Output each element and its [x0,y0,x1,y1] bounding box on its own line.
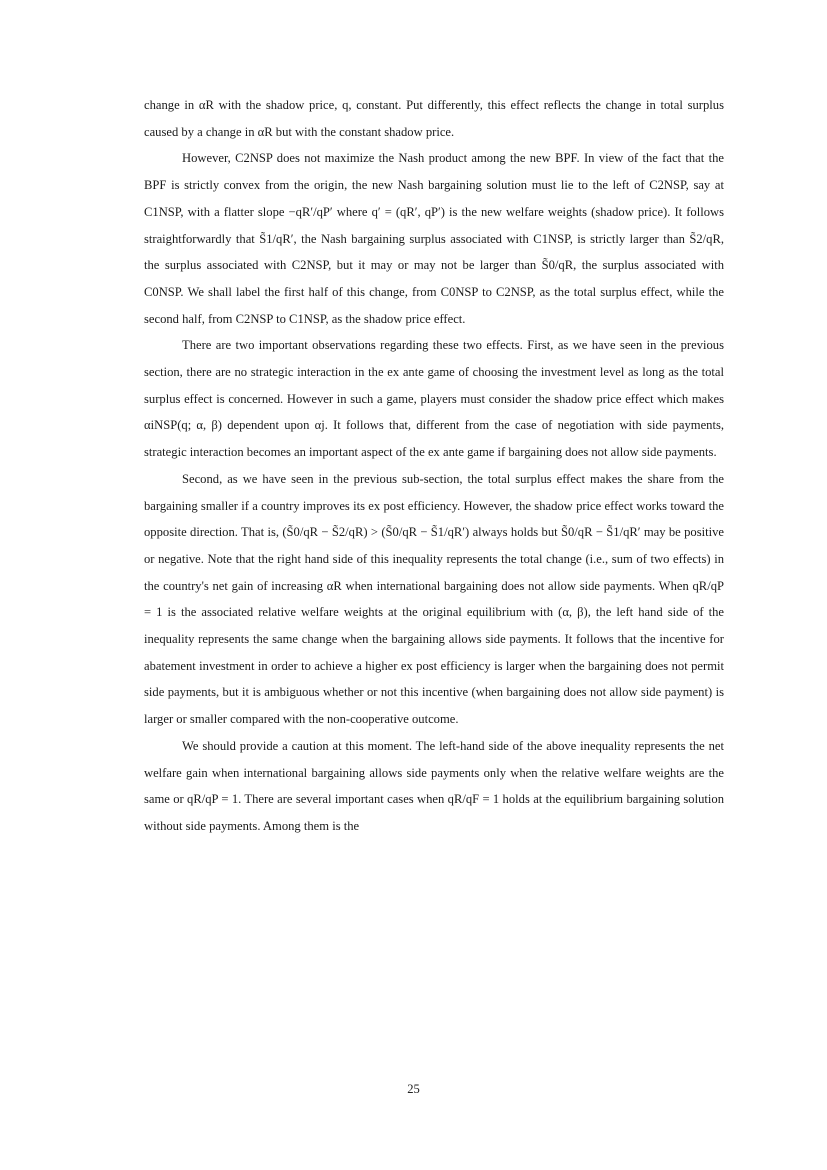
paragraph: However, C2NSP does not maximize the Nash product among the new BPF. In view of the fact that the BPF is strictly convex from the origin, the new Nash bargaining solution must lie to the left of C2NSP, say at C1NSP, with a flatter slope −qR′/qP′ where q′ = (qR′, qP′) is the new welfare weights (shadow price). It follows straightforwardly that S̃1/qR′, the Nash bargaining surplus associated with C1NSP, is strictly larger than S̃2/qR, the surplus associated with C2NSP, but it may or may not be larger than S̃0/qR, the surplus associated with C0NSP. We shall label the first half of this change, from C0NSP to C2NSP, as the total surplus effect, while the second half, from C2NSP to C1NSP, as the shadow price effect. [144,151,724,326]
paragraph: Second, as we have seen in the previous sub-section, the total surplus effect makes the share from the bargaining smaller if a country improves its ex post efficiency. However, the shadow price effect works toward the opposite direction. That is, (S̃0/qR − S̃2/qR) > (S̃0/qR − S̃1/qR′) always holds but S̃0/qR − S̃1/qR′ may be positive or negative. Note that the right hand side of this inequality represents the total change (i.e., sum of two effects) in the country's net gain of increasing αR when international bargaining does not allow side payments. When qR/qP = 1 is the associated relative welfare weights at the original equilibrium with (α, β), the left hand side of the inequality represents the same change when the bargaining allows side payments. It follows that the incentive for abatement investment in order to achieve a higher ex post efficiency is larger when the bargaining does not permit side payments, but it is ambiguous whether or not this incentive (when bargaining does not allow side payment) is larger or smaller compared with the non-cooperative outcome. [144,471,724,727]
paragraph: We should provide a caution at this moment. The left-hand side of the above inequality represents the net welfare gain when international bargaining allows side payments only when the relative welfare weights are the same or qR/qP = 1. There are several important cases when qR/qF = 1 holds at the equilibrium bargaining solution without side payments. Among them is the [144,738,724,833]
page-number: 25 [407,1082,420,1096]
body-text [144,92,724,840]
paragraph: change in αR with the shadow price, q, constant. Put differently, this effect reflects the change in total surplus caused by a change in αR but with the constant shadow price. [144,98,724,139]
paragraph: There are two important observations regarding these two effects. First, as we have seen in the previous section, there are no strategic interaction in the ex ante game of choosing the investment level as long as the total surplus effect is concerned. However in such a game, players must consider the shadow price effect which makes αiNSP(q; α, β) dependent upon αj. It follows that, different from the case of negotiation with side payments, strategic interaction becomes an important aspect of the ex ante game if bargaining does not allow side payments. [144,338,724,460]
